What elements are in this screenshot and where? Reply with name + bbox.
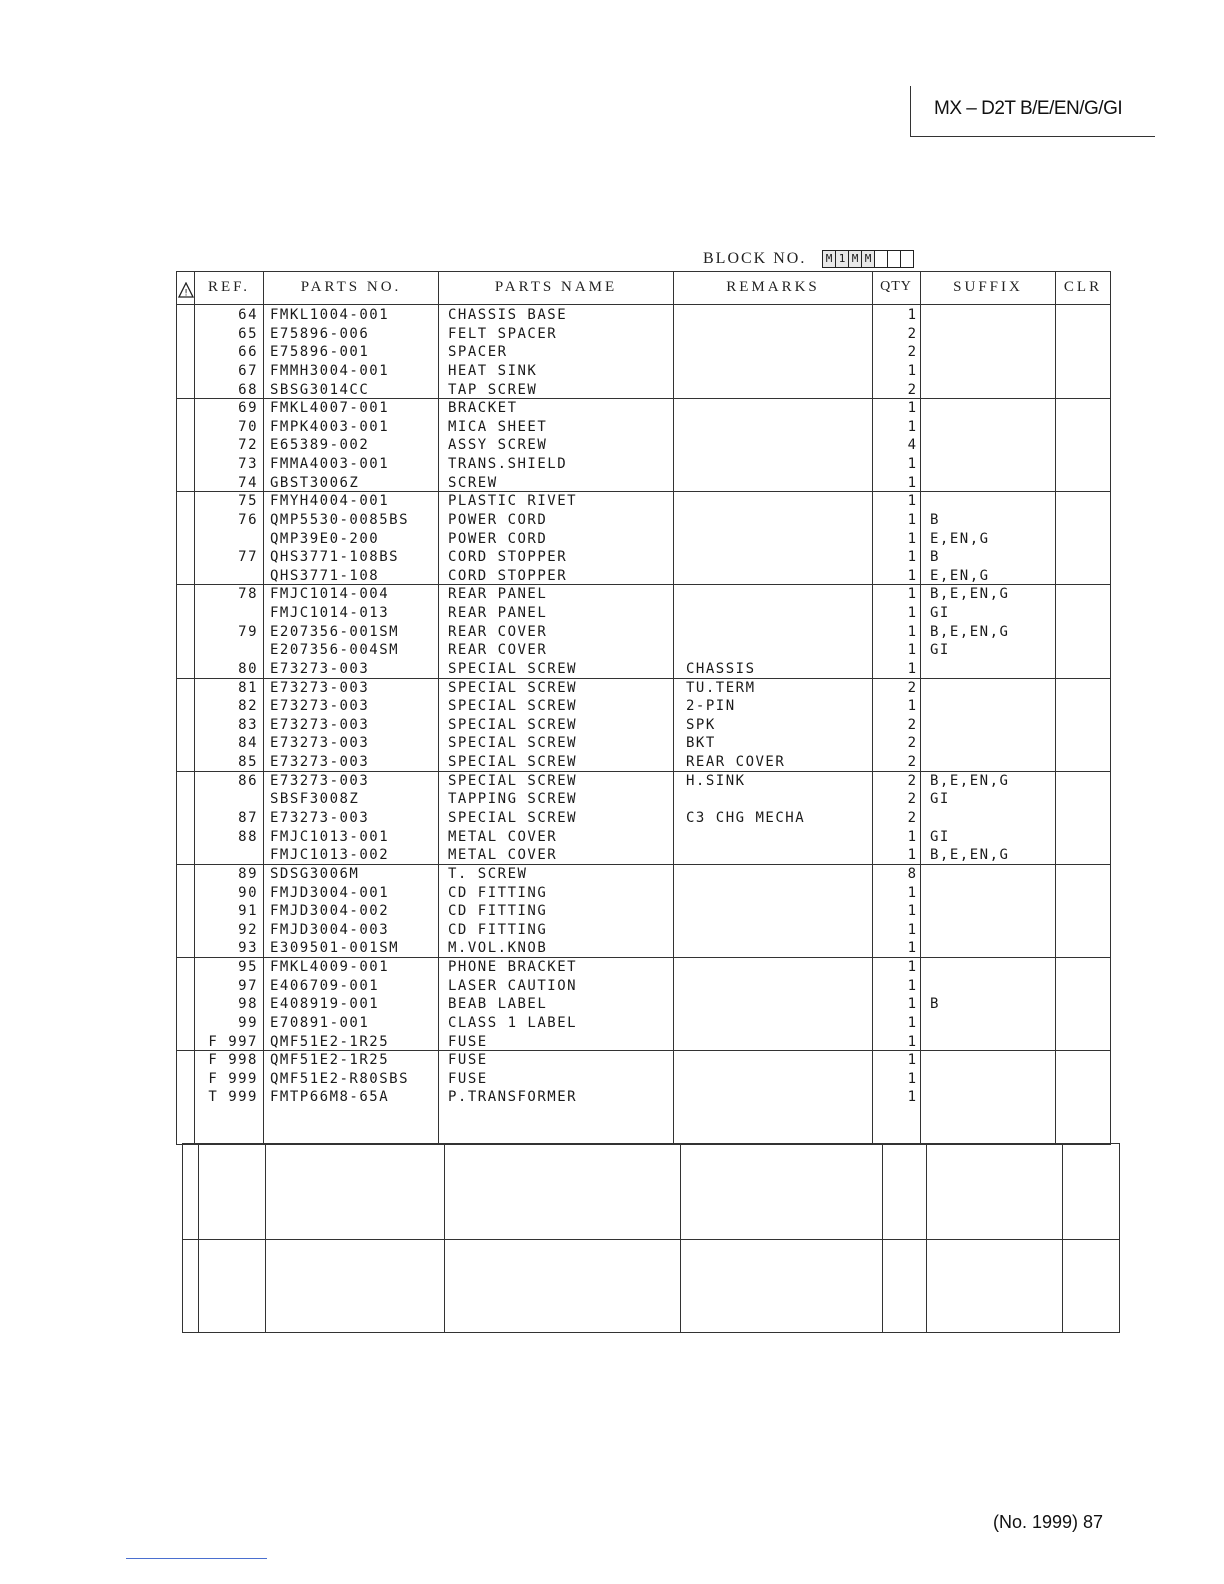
parts-name-cell: CLASS 1 LABEL xyxy=(448,1014,578,1031)
table-row xyxy=(0,939,1224,958)
parts-name-cell: REAR COVER xyxy=(448,642,548,659)
table-row xyxy=(0,958,1224,977)
parts-no-cell: E75896-006 xyxy=(270,325,370,342)
table-row xyxy=(0,995,1224,1014)
parts-no-cell: FMJC1013-001 xyxy=(270,828,390,845)
ref-cell: 73 xyxy=(238,456,258,473)
qty-cell: 1 xyxy=(907,977,916,994)
block-number-box: M xyxy=(848,250,862,268)
table-row xyxy=(0,790,1224,809)
remarks-cell: C3 CHG MECHA xyxy=(686,810,806,826)
parts-no-cell: QMF51E2-1R25 xyxy=(270,1033,390,1050)
parts-name-cell: REAR COVER xyxy=(448,623,548,640)
parts-name-cell: SPECIAL SCREW xyxy=(448,772,578,789)
table-row xyxy=(0,492,1224,511)
table-row xyxy=(0,306,1224,325)
parts-name-cell: FUSE xyxy=(448,1033,488,1050)
qty-cell: 2 xyxy=(907,344,916,361)
ref-cell: 70 xyxy=(238,418,258,435)
parts-name-cell: T. SCREW xyxy=(448,865,528,882)
table-row xyxy=(0,697,1224,716)
ref-cell: 82 xyxy=(238,698,258,715)
ref-cell: F 998 xyxy=(208,1052,258,1069)
qty-cell: 1 xyxy=(907,362,916,379)
table-row xyxy=(0,902,1224,921)
parts-no-cell: FMJD3004-002 xyxy=(270,903,390,920)
block-number-box: M xyxy=(822,250,836,268)
header-suffix: SUFFIX xyxy=(953,279,1023,295)
header-clr: CLR xyxy=(1063,279,1103,295)
ref-cell: 64 xyxy=(238,307,258,323)
ref-cell: 99 xyxy=(238,1014,258,1031)
parts-name-cell: FUSE xyxy=(448,1070,488,1087)
ref-cell: 79 xyxy=(238,623,258,640)
parts-name-cell: CORD STOPPER xyxy=(448,549,568,566)
parts-no-cell: FMJD3004-001 xyxy=(270,884,390,901)
parts-no-cell: E75896-001 xyxy=(270,344,370,361)
parts-name-cell: SCREW xyxy=(448,474,498,491)
qty-cell: 8 xyxy=(907,865,916,882)
table-row xyxy=(0,474,1224,493)
parts-name-cell: REAR PANEL xyxy=(448,586,548,603)
parts-no-cell: E73273-003 xyxy=(270,660,370,677)
qty-cell: 1 xyxy=(907,511,916,528)
table-row xyxy=(0,399,1224,418)
parts-no-cell: FMKL4009-001 xyxy=(270,959,390,976)
table-row xyxy=(0,604,1224,623)
ref-cell: 90 xyxy=(238,884,258,901)
parts-name-cell: CD FITTING xyxy=(448,903,548,920)
parts-no-cell: FMJC1014-004 xyxy=(270,586,390,603)
header-remarks: REMARKS xyxy=(726,279,820,295)
table-row xyxy=(0,530,1224,549)
table-row xyxy=(0,641,1224,660)
parts-name-cell: TAP SCREW xyxy=(448,381,538,398)
qty-cell: 1 xyxy=(907,996,916,1013)
lower-col-line-remarks xyxy=(882,1143,883,1333)
ref-cell: 92 xyxy=(238,921,258,938)
parts-name-cell: M.VOL.KNOB xyxy=(448,940,548,957)
qty-cell: 1 xyxy=(907,567,916,584)
parts-no-cell: E73273-003 xyxy=(270,772,370,789)
remarks-cell: TU.TERM xyxy=(686,679,756,696)
table-row xyxy=(0,772,1224,791)
lower-col-line-partsname xyxy=(680,1143,681,1333)
ref-cell: 97 xyxy=(238,977,258,994)
qty-cell: 1 xyxy=(907,940,916,957)
table-row xyxy=(0,343,1224,362)
ref-cell: 72 xyxy=(238,437,258,454)
parts-no-cell: FMPK4003-001 xyxy=(270,418,390,435)
decorative-underline xyxy=(126,1558,267,1559)
block-number-box xyxy=(874,250,888,268)
parts-name-cell: POWER CORD xyxy=(448,511,548,528)
parts-name-cell: REAR PANEL xyxy=(448,605,548,622)
parts-no-cell: GBST3006Z xyxy=(270,474,360,491)
table-row xyxy=(0,846,1224,865)
qty-cell: 1 xyxy=(907,642,916,659)
parts-name-cell: CORD STOPPER xyxy=(448,567,568,584)
qty-cell: 1 xyxy=(907,1089,916,1106)
table-row xyxy=(0,585,1224,604)
table-row xyxy=(0,884,1224,903)
ref-cell: 86 xyxy=(238,772,258,789)
remarks-cell: BKT xyxy=(686,735,716,752)
parts-no-cell: E408919-001 xyxy=(270,996,380,1013)
parts-name-cell: METAL COVER xyxy=(448,828,558,845)
parts-name-cell: CHASSIS BASE xyxy=(448,307,568,323)
remarks-cell: CHASSIS xyxy=(686,660,756,677)
parts-no-cell: E73273-003 xyxy=(270,698,370,715)
parts-no-cell: QHS3771-108BS xyxy=(270,549,400,566)
ref-cell: 98 xyxy=(238,996,258,1013)
table-row xyxy=(0,660,1224,679)
parts-no-cell: FMJD3004-003 xyxy=(270,921,390,938)
header-qty: QTY xyxy=(880,279,912,294)
remarks-cell: H.SINK xyxy=(686,772,746,789)
parts-no-cell: E70891-001 xyxy=(270,1014,370,1031)
parts-name-cell: FUSE xyxy=(448,1052,488,1069)
ref-cell: 78 xyxy=(238,586,258,603)
header-divider xyxy=(176,304,1111,305)
suffix-cell: B xyxy=(930,996,940,1013)
parts-no-cell: E73273-003 xyxy=(270,716,370,733)
parts-name-cell: SPECIAL SCREW xyxy=(448,735,578,752)
table-row xyxy=(0,865,1224,884)
table-row xyxy=(0,1051,1224,1070)
qty-cell: 1 xyxy=(907,1052,916,1069)
ref-cell: 74 xyxy=(238,474,258,491)
parts-table-lower-frame xyxy=(182,1143,1120,1333)
page-number: (No. 1999) 87 xyxy=(993,1512,1104,1532)
lower-col-line-mark xyxy=(198,1143,199,1333)
parts-no-cell: E73273-003 xyxy=(270,679,370,696)
parts-no-cell: SDSG3006M xyxy=(270,865,360,882)
ref-cell: 88 xyxy=(238,828,258,845)
block-number-box: M xyxy=(861,250,875,268)
qty-cell: 1 xyxy=(907,698,916,715)
parts-name-cell: P.TRANSFORMER xyxy=(448,1089,578,1106)
table-row xyxy=(0,548,1224,567)
table-row xyxy=(0,1088,1224,1107)
qty-cell: 2 xyxy=(907,735,916,752)
table-row xyxy=(0,716,1224,735)
qty-cell: 1 xyxy=(907,549,916,566)
parts-name-cell: TRANS.SHIELD xyxy=(448,456,568,473)
suffix-cell: GI xyxy=(930,791,950,808)
ref-cell: 66 xyxy=(238,344,258,361)
qty-cell: 1 xyxy=(907,530,916,547)
parts-name-cell: SPACER xyxy=(448,344,508,361)
ref-cell: 89 xyxy=(238,865,258,882)
qty-cell: 2 xyxy=(907,754,916,771)
ref-cell: 93 xyxy=(238,940,258,957)
header-parts-name: PARTS NAME xyxy=(494,279,618,295)
parts-name-cell: BEAB LABEL xyxy=(448,996,548,1013)
parts-name-cell: LASER CAUTION xyxy=(448,977,578,994)
parts-no-cell: QMP5530-0085BS xyxy=(270,511,410,528)
table-row xyxy=(0,436,1224,455)
table-row xyxy=(0,679,1224,698)
table-row xyxy=(0,455,1224,474)
parts-no-cell: E73273-003 xyxy=(270,735,370,752)
qty-cell: 1 xyxy=(907,1014,916,1031)
qty-cell: 2 xyxy=(907,791,916,808)
parts-name-cell: HEAT SINK xyxy=(448,362,538,379)
parts-no-cell: QMF51E2-1R25 xyxy=(270,1052,390,1069)
table-row xyxy=(0,734,1224,753)
parts-no-cell: FMMH3004-001 xyxy=(270,362,390,379)
qty-cell: 1 xyxy=(907,1070,916,1087)
parts-no-cell: FMJC1014-013 xyxy=(270,605,390,622)
block-number-label: BLOCK NO. xyxy=(703,250,807,267)
parts-name-cell: CD FITTING xyxy=(448,884,548,901)
parts-name-cell: PHONE BRACKET xyxy=(448,959,578,976)
parts-no-cell: E207356-001SM xyxy=(270,623,400,640)
table-row xyxy=(0,381,1224,400)
qty-cell: 1 xyxy=(907,474,916,491)
qty-cell: 1 xyxy=(907,884,916,901)
table-row xyxy=(0,362,1224,381)
parts-no-cell: QMP39E0-200 xyxy=(270,530,380,547)
svg-text:!: ! xyxy=(184,288,188,298)
ref-cell: 84 xyxy=(238,735,258,752)
qty-cell: 1 xyxy=(907,456,916,473)
suffix-cell: GI xyxy=(930,828,950,845)
ref-cell: F 997 xyxy=(208,1033,258,1050)
qty-cell: 2 xyxy=(907,716,916,733)
suffix-cell: E,EN,G xyxy=(930,530,990,547)
parts-name-cell: CD FITTING xyxy=(448,921,548,938)
ref-cell: 75 xyxy=(238,493,258,510)
parts-name-cell: POWER CORD xyxy=(448,530,548,547)
parts-no-cell: E406709-001 xyxy=(270,977,380,994)
table-row xyxy=(0,1070,1224,1089)
parts-name-cell: METAL COVER xyxy=(448,847,558,864)
suffix-cell: B xyxy=(930,511,940,528)
suffix-cell: B,E,EN,G xyxy=(930,772,1010,789)
lower-divider xyxy=(182,1239,1120,1240)
parts-no-cell: FMTP66M8-65A xyxy=(270,1089,390,1106)
parts-no-cell: FMKL4007-001 xyxy=(270,400,390,417)
header-parts-no: PARTS NO. xyxy=(300,279,402,295)
table-row xyxy=(0,1014,1224,1033)
table-row xyxy=(0,809,1224,828)
table-row xyxy=(0,1033,1224,1052)
table-row xyxy=(0,511,1224,530)
parts-no-cell: E65389-002 xyxy=(270,437,370,454)
suffix-cell: B,E,EN,G xyxy=(930,586,1010,603)
ref-cell: 77 xyxy=(238,549,258,566)
parts-name-cell: MICA SHEET xyxy=(448,418,548,435)
qty-cell: 2 xyxy=(907,325,916,342)
ref-cell: F 999 xyxy=(208,1070,258,1087)
parts-name-cell: BRACKET xyxy=(448,400,518,417)
block-number-boxes xyxy=(822,250,913,268)
qty-cell: 1 xyxy=(907,418,916,435)
ref-cell: 95 xyxy=(238,959,258,976)
parts-no-cell: FMYH4004-001 xyxy=(270,493,390,510)
table-row xyxy=(0,828,1224,847)
table-row xyxy=(0,921,1224,940)
ref-cell: 69 xyxy=(238,400,258,417)
qty-cell: 1 xyxy=(907,959,916,976)
qty-cell: 1 xyxy=(907,1033,916,1050)
ref-cell: 76 xyxy=(238,511,258,528)
suffix-cell: B,E,EN,G xyxy=(930,623,1010,640)
table-row xyxy=(0,325,1224,344)
model-title: MX – D2T B/E/EN/G/GI xyxy=(934,98,1123,119)
parts-no-cell: QMF51E2-R80SBS xyxy=(270,1070,410,1087)
parts-name-cell: SPECIAL SCREW xyxy=(448,679,578,696)
table-row xyxy=(0,567,1224,586)
remarks-cell: REAR COVER xyxy=(686,754,786,771)
qty-cell: 2 xyxy=(907,679,916,696)
table-row xyxy=(0,753,1224,772)
parts-no-cell: FMMA4003-001 xyxy=(270,456,390,473)
remarks-cell: 2-PIN xyxy=(686,698,736,715)
parts-no-cell: FMJC1013-002 xyxy=(270,847,390,864)
qty-cell: 1 xyxy=(907,605,916,622)
suffix-cell: B xyxy=(930,549,940,566)
suffix-cell: E,EN,G xyxy=(930,567,990,584)
qty-cell: 1 xyxy=(907,400,916,417)
parts-name-cell: SPECIAL SCREW xyxy=(448,660,578,677)
lower-col-line-ref xyxy=(265,1143,266,1333)
parts-name-cell: FELT SPACER xyxy=(448,325,558,342)
ref-cell: 81 xyxy=(238,679,258,696)
ref-cell: T 999 xyxy=(208,1089,258,1106)
ref-cell: 67 xyxy=(238,362,258,379)
parts-no-cell: E73273-003 xyxy=(270,810,370,826)
parts-name-cell: SPECIAL SCREW xyxy=(448,754,578,771)
block-number-box xyxy=(887,250,901,268)
remarks-cell: SPK xyxy=(686,716,716,733)
qty-cell: 1 xyxy=(907,586,916,603)
ref-cell: 85 xyxy=(238,754,258,771)
ref-cell: 91 xyxy=(238,903,258,920)
parts-no-cell: SBSG3014CC xyxy=(270,381,370,398)
parts-no-cell: E207356-004SM xyxy=(270,642,400,659)
table-row xyxy=(0,623,1224,642)
parts-no-cell: FMKL1004-001 xyxy=(270,307,390,323)
suffix-cell: B,E,EN,G xyxy=(930,847,1010,864)
lower-col-line-partsno xyxy=(444,1143,445,1333)
qty-cell: 1 xyxy=(907,921,916,938)
parts-no-cell: QHS3771-108 xyxy=(270,567,380,584)
qty-cell: 1 xyxy=(907,660,916,677)
ref-cell: 65 xyxy=(238,325,258,342)
safety-warning-icon xyxy=(178,282,194,298)
table-row xyxy=(0,418,1224,437)
lower-col-line-qty xyxy=(926,1143,927,1333)
parts-name-cell: ASSY SCREW xyxy=(448,437,548,454)
ref-cell: 80 xyxy=(238,660,258,677)
parts-no-cell: SBSF3008Z xyxy=(270,791,360,808)
parts-name-cell: PLASTIC RIVET xyxy=(448,493,578,510)
parts-no-cell: E309501-001SM xyxy=(270,940,400,957)
header-ref: REF. xyxy=(207,279,251,295)
lower-col-line-suffix xyxy=(1062,1143,1063,1333)
ref-cell: 83 xyxy=(238,716,258,733)
block-number-box xyxy=(900,250,914,268)
ref-cell: 87 xyxy=(238,810,258,826)
qty-cell: 1 xyxy=(907,493,916,510)
ref-cell: 68 xyxy=(238,381,258,398)
suffix-cell: GI xyxy=(930,605,950,622)
qty-cell: 2 xyxy=(907,772,916,789)
parts-name-cell: SPECIAL SCREW xyxy=(448,698,578,715)
qty-cell: 1 xyxy=(907,903,916,920)
qty-cell: 1 xyxy=(907,307,916,323)
qty-cell: 1 xyxy=(907,847,916,864)
qty-cell: 4 xyxy=(907,437,916,454)
parts-no-cell: E73273-003 xyxy=(270,754,370,771)
qty-cell: 1 xyxy=(907,828,916,845)
suffix-cell: GI xyxy=(930,642,950,659)
qty-cell: 2 xyxy=(907,810,916,826)
qty-cell: 1 xyxy=(907,623,916,640)
parts-name-cell: SPECIAL SCREW xyxy=(448,716,578,733)
table-row xyxy=(0,977,1224,996)
parts-name-cell: SPECIAL SCREW xyxy=(448,810,578,826)
qty-cell: 2 xyxy=(907,381,916,398)
block-number-box: 1 xyxy=(835,250,849,268)
parts-name-cell: TAPPING SCREW xyxy=(448,791,578,808)
